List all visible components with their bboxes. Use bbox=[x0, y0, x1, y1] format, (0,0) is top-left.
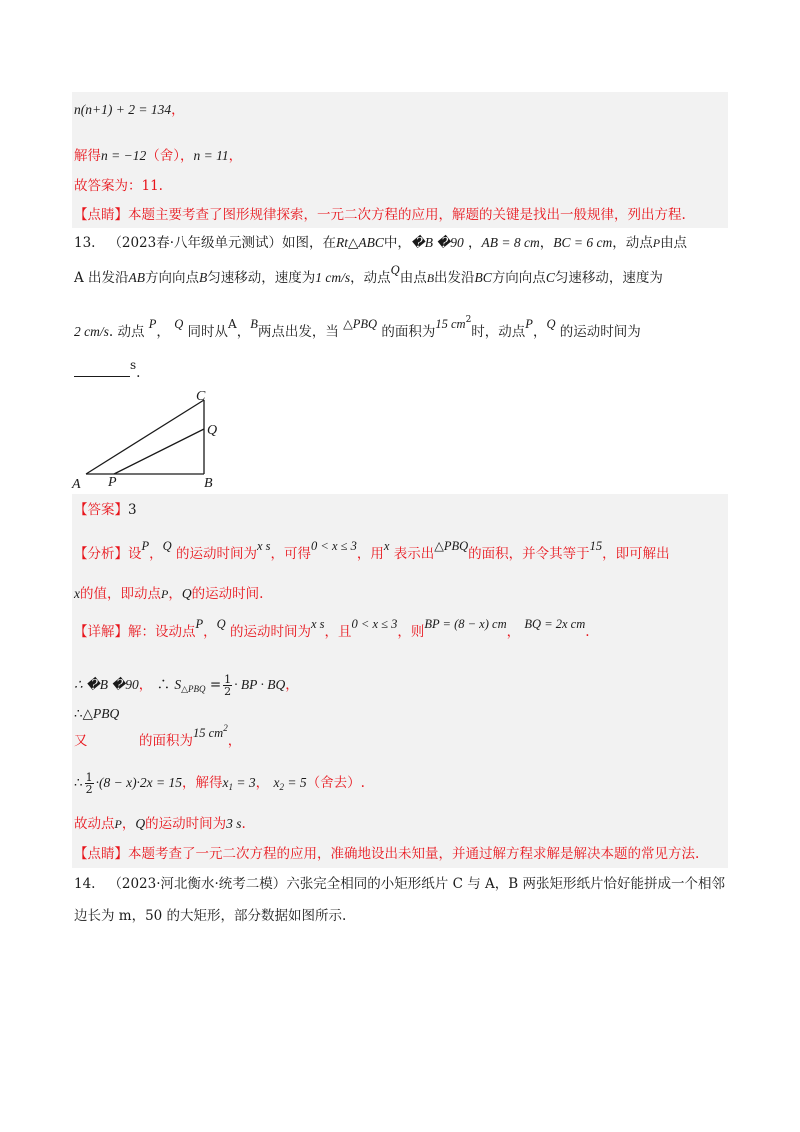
q13-angle: �B �90 bbox=[410, 235, 464, 250]
q13-a: A bbox=[228, 317, 237, 331]
ans13-an-g: 的面积，并令其等于 bbox=[468, 546, 590, 562]
q13-pbq: △PBQ bbox=[343, 317, 378, 331]
ans13-an2-p: P bbox=[161, 587, 169, 601]
q13-l1e: ，动点 bbox=[612, 235, 653, 251]
ans13-an-p: P bbox=[141, 539, 150, 553]
ans13-d5-b: ， bbox=[121, 816, 136, 832]
q13-l3d: ， bbox=[236, 324, 251, 340]
ans13-range: 0 < x ≤ 3 bbox=[311, 539, 357, 553]
ans13-analysis-line-2 bbox=[74, 584, 263, 604]
ans13-d1-e: ，则 bbox=[397, 624, 425, 640]
q13-line-4 bbox=[74, 358, 141, 383]
ans13-s: S bbox=[174, 677, 182, 692]
ans13-xs: x s bbox=[256, 539, 271, 553]
ans13-detail-line-5 bbox=[74, 814, 246, 834]
q13-l3e: 两点出发，当 bbox=[257, 324, 339, 340]
sol12-equation-end: ， bbox=[171, 102, 185, 118]
label-a: A bbox=[72, 477, 81, 492]
ans13-x2-val: = 5 bbox=[283, 775, 307, 790]
q14-l2: 边长为 m，50 的大矩形，部分数据如图所示. bbox=[74, 908, 347, 924]
ans13-an-h: ，即可解出 bbox=[602, 546, 670, 562]
q13-triangle: Rt△ABC bbox=[336, 235, 384, 250]
sol12-solve-end: ， bbox=[228, 148, 243, 164]
q13-l2g: 方向向点 bbox=[491, 270, 546, 286]
ans13-area2-value: 15 cm bbox=[193, 726, 224, 740]
ans13-an2-q: Q bbox=[181, 586, 192, 601]
ans13-detail-line-3b bbox=[74, 723, 242, 751]
q13-l3g: 时，动点 bbox=[471, 324, 526, 340]
ans13-analysis-tag: 【分析】 bbox=[74, 546, 128, 562]
ans13-d1-b: ， bbox=[203, 624, 217, 640]
ans13-d1-p: P bbox=[195, 617, 204, 631]
ans13-half2-num: 1 bbox=[85, 771, 93, 784]
ans13-an-c: 的运动时间为 bbox=[175, 546, 257, 562]
q13-ab: AB = 8 cm bbox=[481, 235, 540, 250]
ans13-half bbox=[223, 674, 232, 697]
ans13-bpbq: · BP · BQ bbox=[234, 677, 286, 692]
q13-l2e: 由点 bbox=[399, 270, 427, 286]
ans13-d1-q: Q bbox=[216, 617, 226, 631]
ans13-an2-x: x bbox=[74, 586, 80, 601]
label-p: P bbox=[108, 475, 117, 490]
q13-p2: P bbox=[148, 317, 157, 331]
label-q: Q bbox=[207, 423, 218, 438]
ans13-d2-a: ∴ �B �90 bbox=[74, 677, 139, 692]
ans13-d5-c: 的运动时间为 bbox=[145, 816, 227, 832]
sol12-solve-line bbox=[74, 146, 242, 166]
sol12-solve-prefix: 解得 bbox=[74, 148, 101, 164]
q13-l2b: 方向向点 bbox=[145, 270, 200, 286]
q13-q3: Q bbox=[546, 317, 556, 331]
ans13-an2-d: 的运动时间. bbox=[191, 586, 264, 602]
label-b: B bbox=[204, 476, 213, 491]
q14-number: 14. bbox=[74, 876, 96, 892]
ans13-area2: 15 $cm^2$ bbox=[193, 723, 228, 740]
q13-l1d: ， bbox=[539, 235, 554, 251]
ans13-analysis-line bbox=[74, 539, 670, 564]
ans13-d4-d: （舍去）. bbox=[306, 775, 365, 791]
q13-l2f: 出发沿 bbox=[434, 270, 475, 286]
q13-v2: 2 cm/s bbox=[74, 324, 109, 339]
q13-l2c: 匀速移动，速度为 bbox=[207, 270, 316, 286]
q13-unit: s bbox=[130, 358, 137, 372]
ans13-an-b: ， bbox=[149, 546, 163, 562]
q13-l1a: 如图，在 bbox=[282, 235, 337, 251]
q13-area-value: 15 cm bbox=[435, 317, 466, 331]
ans13-comment-line bbox=[74, 844, 699, 864]
ans13-d5-d: . bbox=[241, 816, 246, 832]
ans13-d1-range: 0 < x ≤ 3 bbox=[351, 617, 398, 631]
ans13-answer-line bbox=[74, 500, 137, 520]
q13-area: 15 $cm^2$ bbox=[435, 315, 472, 331]
q13-c: C bbox=[545, 270, 555, 285]
q13-end: . bbox=[136, 365, 141, 381]
sol12-comment: 本题主要考查了图形规律探索，一元二次方程的应用，解题的关键是找出一般规律，列出方程. bbox=[128, 207, 686, 223]
sol12-answer: 故答案为：11. bbox=[74, 178, 163, 194]
ans13-detail-line-1 bbox=[74, 617, 590, 642]
ans13-an-e: ，用 bbox=[356, 546, 384, 562]
ans13-detail-line-4 bbox=[74, 772, 365, 797]
q14-line-1 bbox=[74, 874, 725, 894]
ans13-x1 bbox=[223, 775, 256, 790]
q13-l2d: ，动点 bbox=[350, 270, 391, 286]
sol12-comment-tag: 【点睛】 bbox=[74, 207, 128, 223]
q13-b: B bbox=[199, 270, 208, 285]
ans13-comment: 本题考查了一元二次方程的应用，准确地设出未知量，并通过解方程求解是解决本题的常见方法. bbox=[128, 846, 700, 862]
ans13-d3-therefore: ∴ bbox=[74, 706, 83, 722]
q13-source: （2023春·八年级单元测试） bbox=[108, 235, 283, 251]
q13-bc: BC = 6 cm bbox=[553, 235, 613, 250]
ans13-d4-b: ，解得 bbox=[182, 775, 223, 791]
sol12-solve-mid: （舍）， bbox=[146, 148, 194, 164]
ans13-x2 bbox=[273, 775, 306, 790]
q13-number: 13. bbox=[74, 235, 96, 251]
ans13-s-pbq bbox=[174, 677, 205, 692]
ans13-s-sub: △PBQ bbox=[181, 684, 206, 694]
ans13-d3-d: ， bbox=[227, 733, 242, 749]
ans13-x2-var: x bbox=[273, 775, 280, 790]
ans13-d2-b: ， bbox=[138, 677, 153, 693]
ans13-d1-f: ， bbox=[506, 624, 521, 640]
sol12-equation-line bbox=[74, 100, 185, 120]
q13-l2h: 匀速移动，速度为 bbox=[554, 270, 663, 286]
q14-l1: 六张完全相同的小矩形纸片 C 与 A，B 两张矩形纸片恰好能拼成一个相邻 bbox=[286, 876, 725, 892]
q13-line-3 bbox=[74, 315, 641, 342]
q13-l3f: 的面积为 bbox=[381, 324, 436, 340]
q14-line-2 bbox=[74, 906, 346, 926]
ans13-d4-c: ， bbox=[255, 775, 270, 791]
ans13-half-den: 2 bbox=[224, 685, 232, 698]
ans13-x1-var: x bbox=[222, 775, 229, 790]
ans13-detail-line-2 bbox=[74, 674, 299, 699]
ans13-d1-c: 的运动时间为 bbox=[229, 624, 311, 640]
q13-l1b: 中， bbox=[383, 235, 411, 251]
ans13-x1-val: = 3 bbox=[233, 775, 256, 790]
ans13-answer: 3 bbox=[128, 502, 137, 518]
ans13-half-num: 1 bbox=[224, 673, 232, 686]
q13-p: P bbox=[652, 236, 661, 250]
q13-v1: 1 cm/s bbox=[315, 270, 351, 285]
q13-b3: B bbox=[250, 317, 258, 331]
q13-bc2: BC bbox=[474, 270, 492, 285]
segment-pq bbox=[114, 429, 204, 474]
q13-p3: P bbox=[525, 317, 533, 331]
ans13-pbq: △PBQ bbox=[434, 539, 469, 553]
ans13-d1-a: 解：设动点 bbox=[128, 624, 196, 640]
q13-l1c: ， bbox=[468, 235, 482, 251]
q13-b2: B bbox=[426, 271, 435, 285]
sol12-equation: n(n+1) + 2 = 134 bbox=[74, 102, 172, 117]
q13-l1f: 由点 bbox=[660, 235, 688, 251]
q13-l3c: 同时从 bbox=[187, 324, 229, 340]
ans13-d5-a: 故动点 bbox=[74, 816, 115, 832]
ans13-x: x bbox=[383, 539, 390, 553]
ans13-half2-den: 2 bbox=[85, 783, 93, 796]
ans13-an-a: 设 bbox=[128, 546, 142, 562]
label-c: C bbox=[196, 389, 206, 404]
q13-q2: Q bbox=[174, 317, 184, 331]
sol12-n2: n = 11 bbox=[193, 148, 229, 163]
ans13-d4-a: ∴ bbox=[74, 775, 83, 791]
q13-l3h: ， bbox=[532, 324, 547, 340]
ans13-x1-sub: 1 bbox=[228, 782, 234, 792]
ans13-d3-c: 的面积为 bbox=[139, 733, 193, 749]
ans13-detail-tag: 【详解】 bbox=[74, 624, 128, 640]
ans13-comment-tag: 【点睛】 bbox=[74, 846, 128, 862]
sol12-n1: n = −12 bbox=[101, 148, 147, 163]
side-ac bbox=[86, 400, 204, 474]
ans13-eq: = bbox=[209, 677, 222, 693]
q14-source: （2023·河北衡水·统考二模） bbox=[108, 876, 287, 892]
ans13-d1-d: ，且 bbox=[324, 624, 352, 640]
ans13-an2-b: 的值，即动点 bbox=[80, 586, 161, 602]
ans13-d3-pbq: △PBQ bbox=[82, 706, 120, 721]
q13-q: Q bbox=[390, 263, 400, 277]
triangle-figure bbox=[70, 386, 240, 496]
q13-ab2: AB bbox=[128, 270, 146, 285]
ans13-d1-g: . bbox=[585, 624, 590, 640]
ans13-an-q: Q bbox=[162, 539, 172, 553]
q13-line-2 bbox=[74, 263, 663, 288]
ans13-x2-sub: 2 bbox=[279, 782, 284, 792]
ans13-an2-c: ， bbox=[168, 586, 182, 602]
ans13-d4-expr: ·(8 − x)·2x = 15 bbox=[95, 775, 183, 790]
ans13-bq: BQ = 2x cm bbox=[524, 617, 586, 631]
q13-line-1 bbox=[74, 233, 687, 253]
ans13-d5-val: 3 s bbox=[226, 816, 242, 831]
ans13-d1-xs: x s bbox=[310, 617, 325, 631]
ans13-half-2 bbox=[85, 772, 94, 795]
ans13-d2-c: ∴ bbox=[156, 677, 171, 693]
ans13-d3-a: 又 bbox=[74, 733, 88, 749]
sol12-comment-line bbox=[74, 205, 686, 225]
ans13-bp: BP = (8 − x) cm bbox=[424, 617, 507, 631]
ans13-d2-d: ， bbox=[285, 677, 299, 693]
ans13-answer-tag: 【答案】 bbox=[74, 502, 128, 518]
q13-answer-blank[interactable] bbox=[74, 362, 130, 377]
ans13-an-f: 表示出 bbox=[393, 546, 435, 562]
q13-l3a: . 动点 bbox=[108, 324, 145, 340]
ans13-d5-q: Q bbox=[135, 816, 146, 831]
ans13-an-d: ，可得 bbox=[270, 546, 312, 562]
ans13-d5-p: P bbox=[114, 817, 122, 831]
ans13-fifteen: 15 bbox=[589, 539, 603, 553]
q13-l3i: 的运动时间为 bbox=[559, 324, 641, 340]
q13-l2a: A 出发沿 bbox=[74, 270, 129, 286]
q13-l3b: ， bbox=[156, 324, 170, 340]
